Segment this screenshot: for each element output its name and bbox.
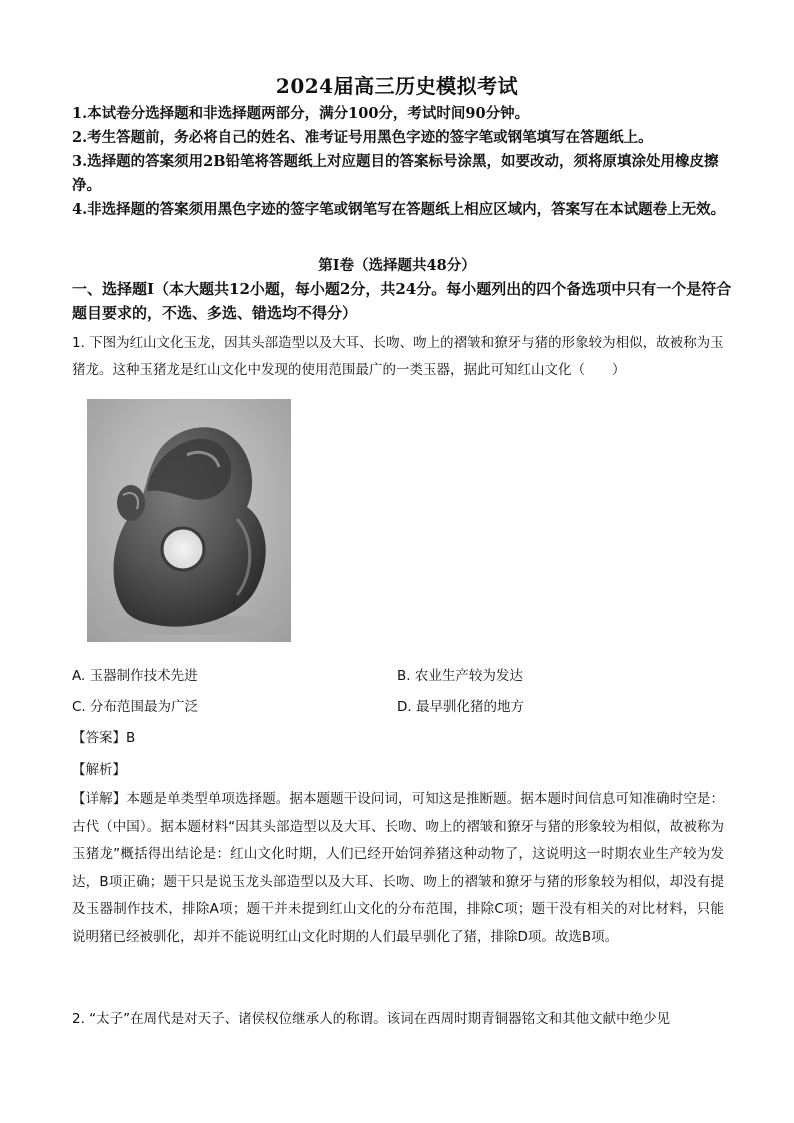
option-c: C. 分布范围最为广泛 (72, 699, 199, 715)
instruction-4: 4.非选择题的答案须用黑色字迹的签字笔或钢笔写在答题纸上相应区域内，答案写在本试题卷上无效。 (72, 201, 726, 218)
jade-pig-dragon-photo (87, 399, 291, 642)
analysis-detail: 【详解】本题是单类型单项选择题。据本题题干设问词，可知这是推断题。据本题时间信息可知准确时空是：古代（中国）。据本题材料“因其头部造型以及大耳、长吻、吻上的褶皱和獠牙与猪的形象较为相似，故被称为玉猪龙”概括得出结论是：红山文化时期，人们已经开始饲养猪这种动物了，这说明这一时期农业生产较为发达，B项正确；题干只是说玉龙头部造型以及大耳、长吻、吻上的褶皱和獠牙与猪的形象较为相似，却没有提及玉器制作技术，排除A项；题干并未提到红山文化的分布范围，排除C项；题干没有相关的对比材料，只能说明猪已经被驯化，却并不能说明红山文化时期的人们最早驯化了猪，排除D项。故选B项。 (72, 791, 724, 945)
volume-heading: 第Ⅰ卷（选择题共48分） (318, 257, 476, 274)
option-d: D. 最早驯化猪的地方 (397, 699, 524, 715)
answer-label: 【答案】B (72, 730, 136, 746)
exam-instructions (72, 102, 732, 222)
question-2-stem: 2. “太子”在周代是对天子、诸侯权位继承人的称谓。该词在西周时期青铜器铭文和其他文献中绝少见 (72, 1011, 671, 1027)
exam-title: 2024届高三历史模拟考试 (275, 74, 519, 98)
instruction-2: 2.考生答题前，务必将自己的姓名、准考证号用黑色字迹的签字笔或钢笔填写在答题纸上。 (72, 129, 653, 146)
section-heading: 一、选择题Ⅰ（本大题共12小题，每小题2分，共24分。每小题列出的四个备选项中只有一个是符合题目要求的，不选、多选、错选均不得分） (72, 280, 732, 322)
analysis-label: 【解析】 (72, 762, 126, 778)
question-1-stem: 1. 下图为红山文化玉龙，因其头部造型以及大耳、长吻、吻上的褶皱和獠牙与猪的形象较为相似，故被称为玉猪龙。这种玉猪龙是红山文化中发现的使用范围最广的一类玉器，据此可知红山文化（ ） (72, 335, 724, 378)
instruction-1: 1.本试卷分选择题和非选择题两部分，满分100分，考试时间90分钟。 (72, 105, 530, 122)
jade-dragon-illustration (87, 399, 291, 642)
option-a: A. 玉器制作技术先进 (72, 668, 198, 684)
instruction-3: 3.选择题的答案须用2B铅笔将答题纸上对应题目的答案标号涂黑，如要改动，须将原填涂处用橡皮擦净。 (72, 153, 719, 194)
option-b: B. 农业生产较为发达 (397, 668, 523, 684)
